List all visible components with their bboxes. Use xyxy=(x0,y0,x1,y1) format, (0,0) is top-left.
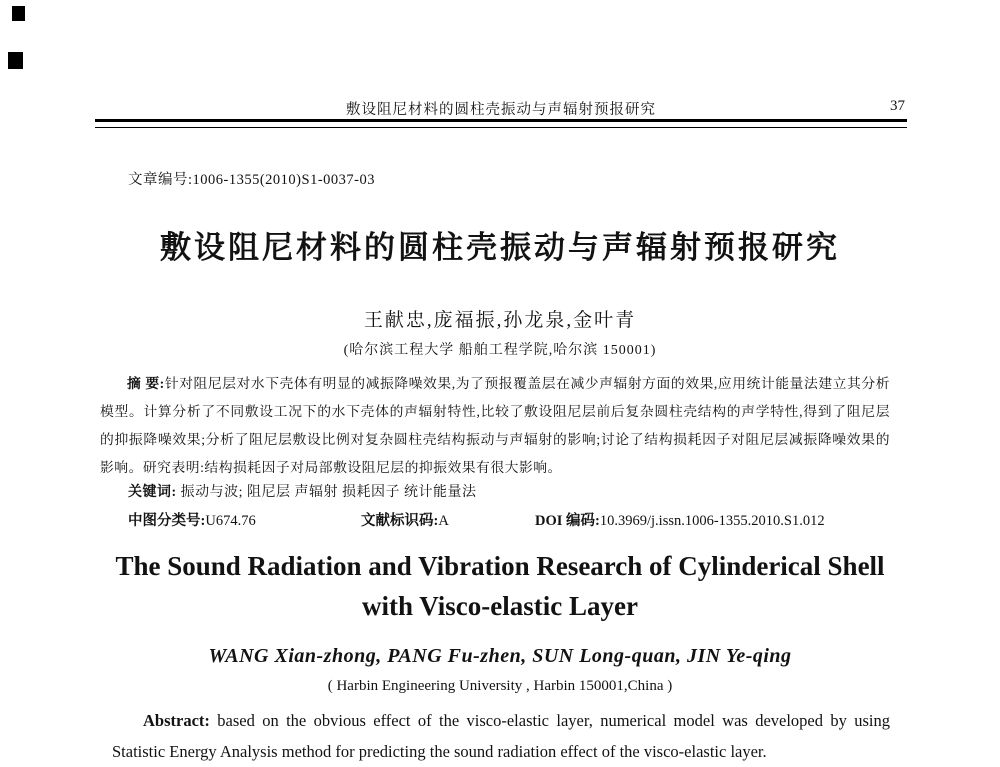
paper-title-cn: 敷设阻尼材料的圆柱壳振动与声辐射预报研究 xyxy=(160,230,840,265)
document-code: 文献标识码:A xyxy=(361,513,449,529)
keywords-label: 关键词: xyxy=(128,485,177,500)
doi-code: DOI 编码:10.3969/j.issn.1006-1355.2010.S1.012 xyxy=(535,513,825,529)
page-header xyxy=(95,98,907,118)
abstract-en-text: based on the obvious effect of the visco-elastic layer, numerical model was developed by using Statistic Energy Analysis method for predicting the sound radiation effect of the visco-elastic layer. xyxy=(112,711,890,761)
scan-artifact-left xyxy=(8,52,23,69)
affiliation-cn: (哈尔滨工程大学 船舶工程学院,哈尔滨 150001) xyxy=(343,343,657,358)
abstract-en-label: Abstract: xyxy=(143,711,210,730)
scan-artifact-top xyxy=(12,6,25,21)
paper-title-en xyxy=(0,546,1000,626)
authors-en: WANG Xian-zhong, PANG Fu-zhen, SUN Long-quan, JIN Ye-qing xyxy=(208,645,792,667)
keywords-text: 振动与波; 阻尼层 声辐射 损耗因子 统计能量法 xyxy=(176,485,477,500)
authors-cn: 王献忠,庞福振,孙龙泉,金叶青 xyxy=(363,310,637,331)
abstract-cn xyxy=(100,370,890,482)
classification-row xyxy=(128,509,876,530)
running-title: 敷设阻尼材料的圆柱壳振动与声辐射预报研究 xyxy=(346,102,656,118)
abstract-cn-text: 针对阻尼层对水下壳体有明显的减振降噪效果,为了预报覆盖层在减少声辐射方面的效果,应用统计能量法建立其分析模型。计算分析了不同敷设工况下的水下壳体的声辐射特性,比较了敷设阻尼层前后复杂圆柱壳结构的声学特性,得到了阻尼层的抑振降噪效果;分析了阻尼层敷设比例对复杂圆柱壳结构振动与声辐射的影响;讨论了结构损耗因子对阻尼层减振降噪效果的影响。研究表明:结构损耗因子对局部敷设阻尼层的抑振效果有很大影响。 xyxy=(100,376,890,475)
affiliation-en: ( Harbin Engineering University , Harbin 150001,China ) xyxy=(327,678,673,694)
paper-title-en-line2: with Visco-elastic Layer xyxy=(362,591,638,621)
page-number: 37 xyxy=(890,98,905,114)
keywords-line xyxy=(128,481,477,501)
abstract-cn-label: 摘 要: xyxy=(127,376,165,391)
article-number: 文章编号:1006-1355(2010)S1-0037-03 xyxy=(128,172,375,188)
paper-title-en-line1: The Sound Radiation and Vibration Research of Cylinderical Shell xyxy=(115,551,885,581)
clc-number: 中图分类号:U674.76 xyxy=(128,513,256,529)
abstract-en xyxy=(112,705,890,767)
header-rule xyxy=(95,119,907,128)
